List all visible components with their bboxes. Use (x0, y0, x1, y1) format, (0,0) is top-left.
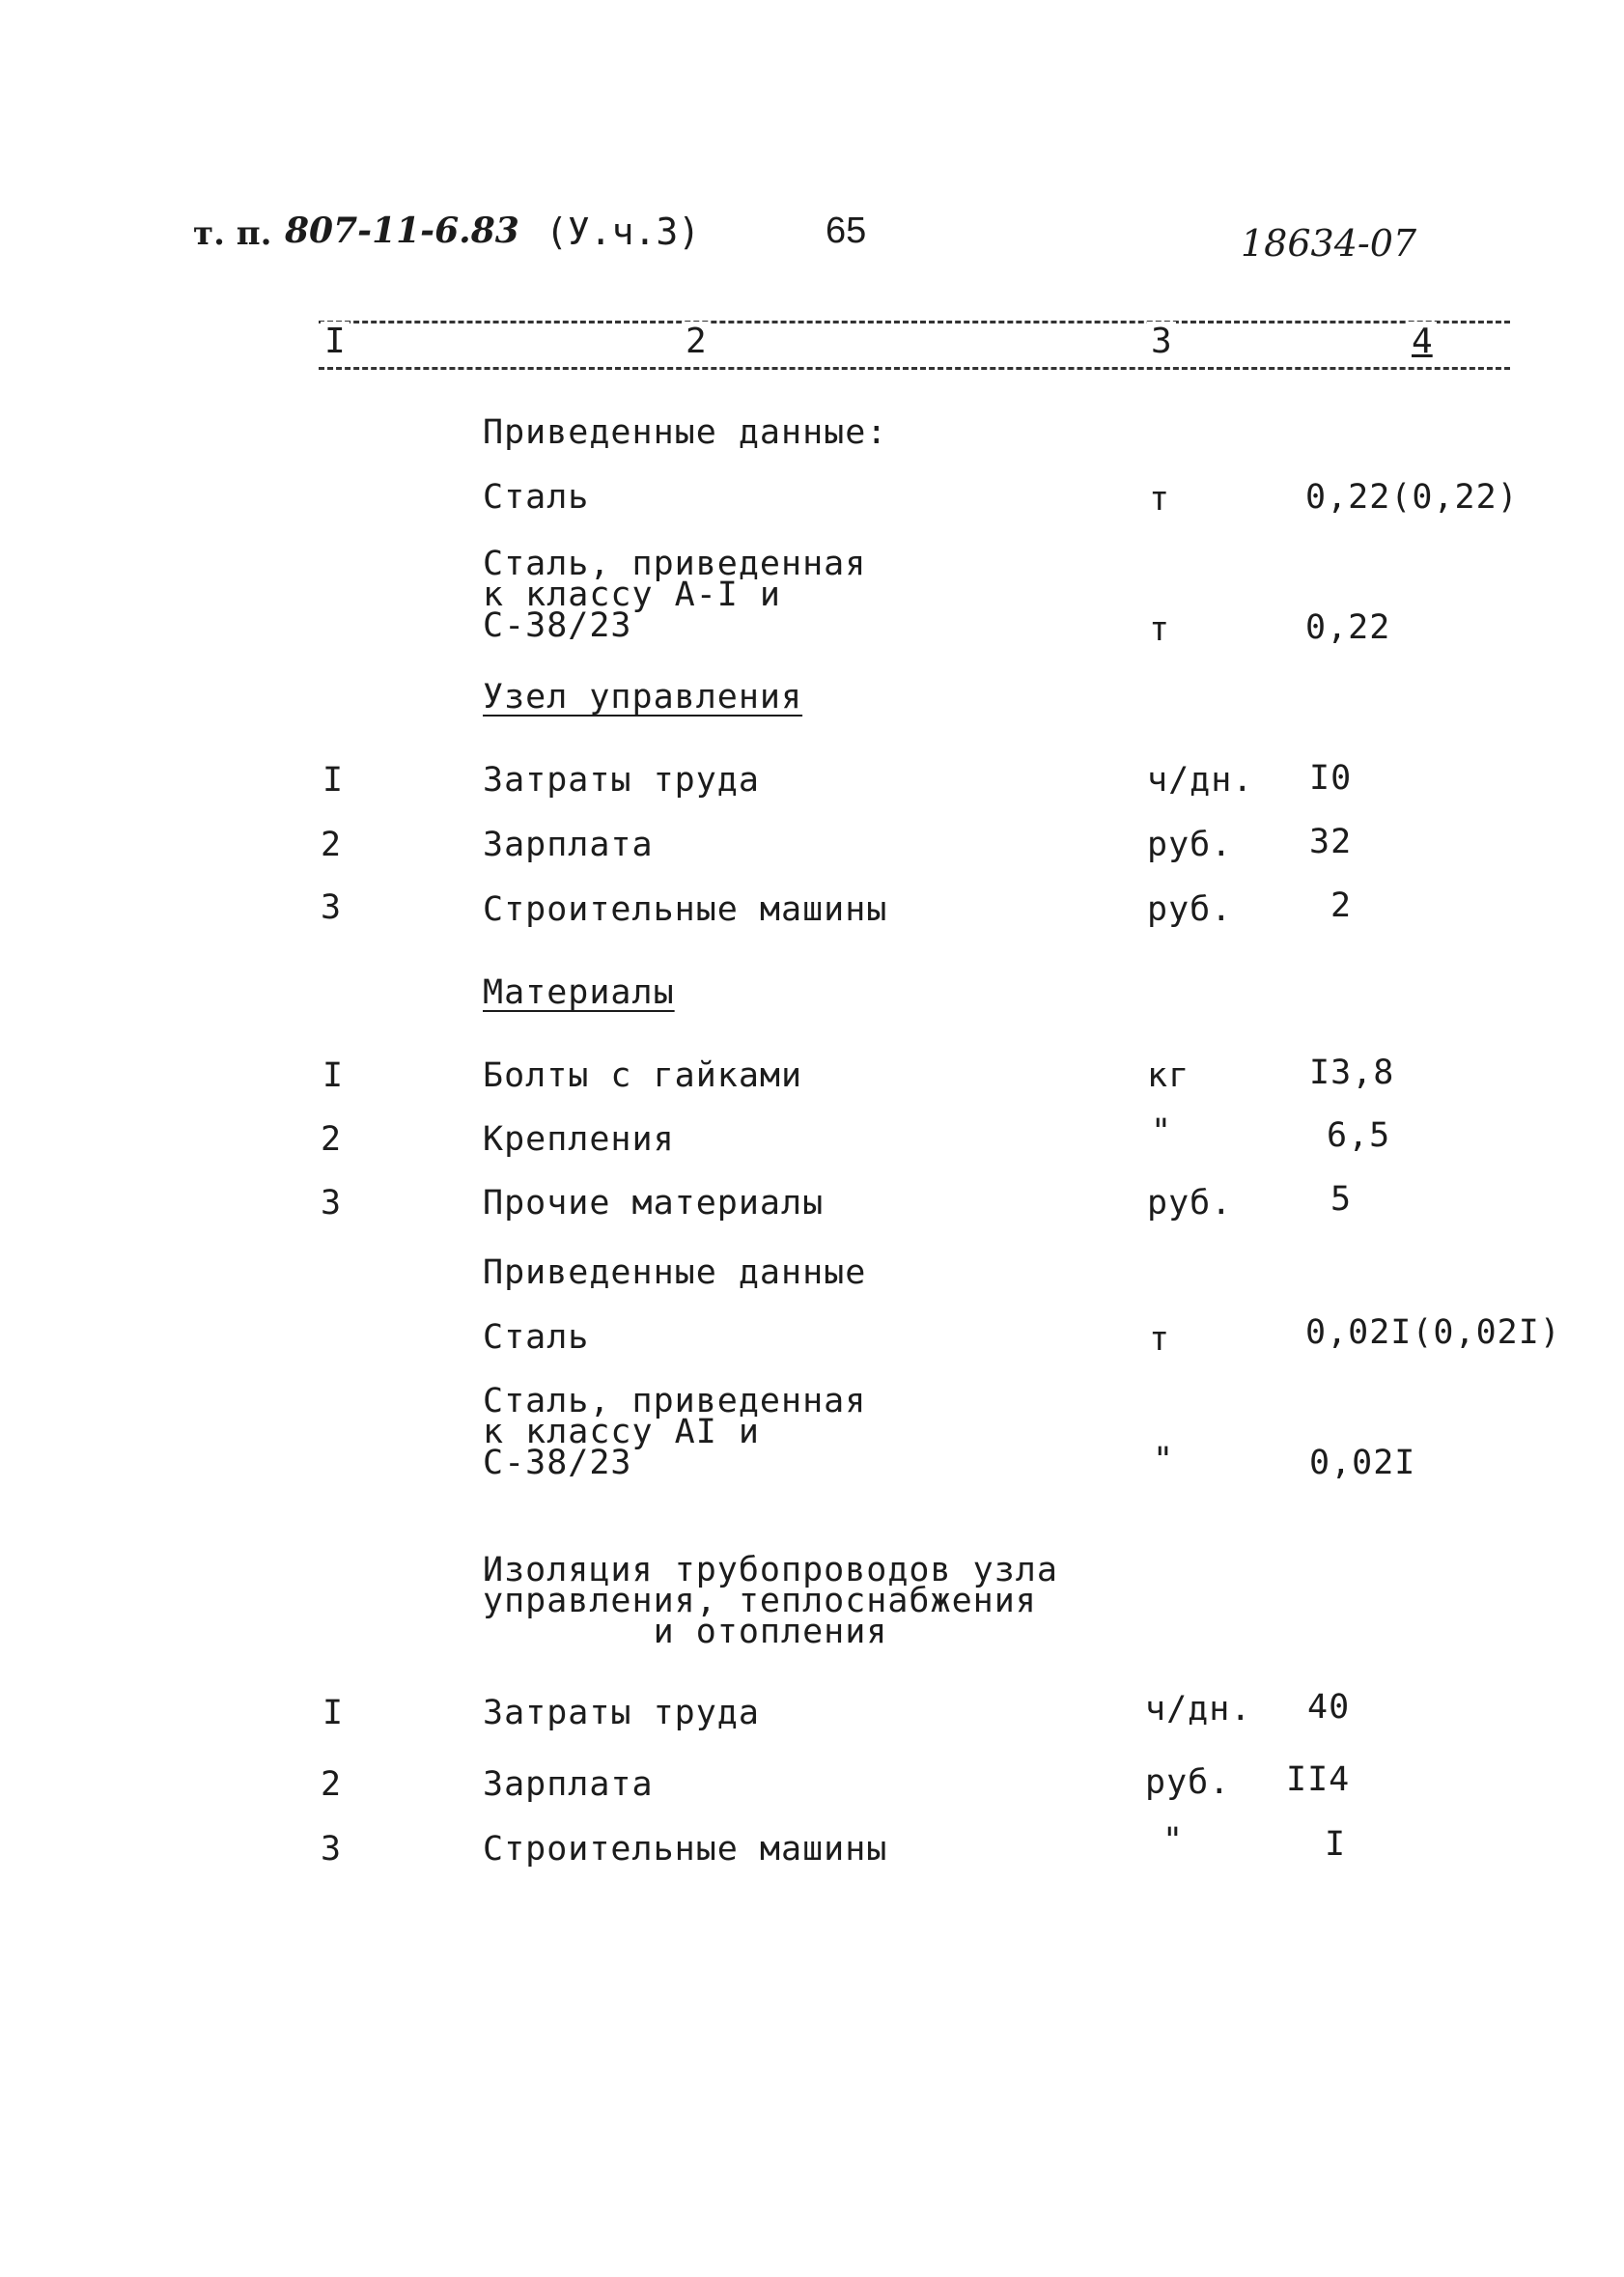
item-value: 0,02I(0,02I) (1305, 1313, 1561, 1352)
item-name: Строительные машины (483, 890, 888, 929)
item-value: 0,02I (1309, 1444, 1416, 1482)
item-value: I (1325, 1825, 1347, 1864)
column-number-3: 3 (1147, 322, 1176, 361)
item-name: Сталь, приведенная к классу АI и С-38/23 (483, 1382, 867, 1482)
item-value: I3,8 (1309, 1054, 1395, 1092)
item-unit: " (1151, 1112, 1173, 1151)
item-number: I (322, 1056, 345, 1095)
item-unit: руб. (1147, 1184, 1233, 1223)
item-unit: ч/дн. (1145, 1690, 1252, 1729)
item-number: I (322, 1694, 345, 1732)
item-name: Затраты труда (483, 1694, 760, 1732)
item-name: Затраты труда (483, 761, 760, 800)
section-heading: Узел управления (483, 678, 803, 717)
item-name: Сталь (483, 1318, 590, 1357)
item-unit: руб. (1147, 890, 1233, 929)
section-heading: Приведенные данные (483, 1253, 867, 1292)
item-number: 2 (321, 1120, 343, 1159)
item-unit: ч/дн. (1147, 761, 1254, 800)
page-number: 65 (826, 211, 867, 251)
volume-label: (У.ч.3) (546, 211, 701, 253)
column-number-1: I (321, 322, 350, 361)
item-value: 40 (1307, 1688, 1351, 1727)
item-number: 2 (321, 1765, 343, 1804)
item-name: Строительные машины (483, 1830, 888, 1869)
item-name: Зарплата (483, 1765, 654, 1804)
item-name: Крепления (483, 1120, 675, 1159)
item-unit: руб. (1145, 1763, 1231, 1802)
item-unit: кг (1147, 1056, 1190, 1095)
column-number-2: 2 (682, 322, 711, 361)
item-number: 3 (321, 1184, 343, 1223)
item-name: Болты с гайками (483, 1056, 803, 1095)
doc-number: 807-11-6.83 (285, 211, 519, 251)
item-value: 6,5 (1327, 1116, 1391, 1155)
item-value: I0 (1309, 759, 1353, 798)
item-value: 32 (1309, 823, 1353, 861)
item-name: Зарплата (483, 826, 654, 864)
section-heading: Материалы (483, 973, 675, 1012)
archive-number: 18634-07 (1241, 222, 1417, 265)
item-unit: т (1149, 1320, 1171, 1359)
column-header-top-rule (319, 321, 1510, 323)
item-name: Сталь, приведенная к классу А-I и С-38/23 (483, 545, 867, 645)
item-value: 0,22(0,22) (1305, 478, 1519, 517)
item-unit: " (1153, 1441, 1175, 1479)
item-value: II4 (1286, 1760, 1351, 1799)
item-number: I (322, 761, 345, 800)
item-unit: т (1149, 610, 1171, 649)
section-heading: Приведенные данные: (483, 413, 888, 452)
item-unit: т (1149, 480, 1171, 519)
column-number-4: 4 (1408, 322, 1437, 361)
item-value: 5 (1330, 1180, 1353, 1219)
item-name: Прочие материалы (483, 1184, 825, 1223)
item-number: 3 (321, 888, 343, 927)
column-header-bottom-rule (319, 367, 1510, 370)
item-name: Сталь (483, 478, 590, 517)
section-heading: Изоляция трубопроводов узла управления, теплоснабжения и отопления (483, 1551, 1058, 1651)
item-number: 3 (321, 1830, 343, 1869)
item-unit: " (1162, 1821, 1185, 1860)
header-prefix: т. п. (193, 214, 272, 253)
item-number: 2 (321, 826, 343, 864)
item-unit: руб. (1147, 826, 1233, 864)
item-value: 0,22 (1305, 608, 1391, 647)
item-value: 2 (1330, 886, 1353, 925)
